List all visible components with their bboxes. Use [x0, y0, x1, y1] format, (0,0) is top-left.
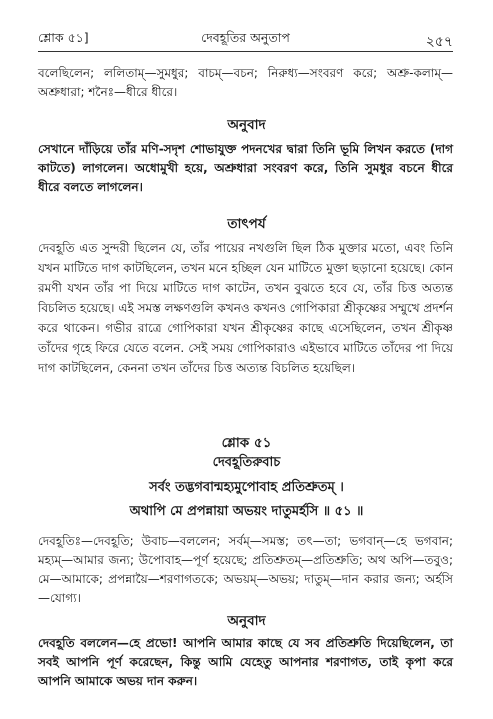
verse-reference: শ্লোক ৫১] — [38, 30, 89, 45]
translation-heading-2: অনুবাদ — [227, 613, 266, 629]
header-rule — [38, 51, 453, 52]
purport-text: দেবহূতি এত সুন্দরী ছিলেন যে, তাঁর পায়ের নখগুলি ছিল ঠিক মুক্তার মতো, এবং তিনি যখন মাটিতে দাগ কাটছিলেন, তখন মনে হচ্ছিল যেন মাটিতে মুক্তা ছড়ানো হয়েছে। কোন রমণী যখন তাঁর পা দিয়ে মাটিতে দাগ কাটেন, তখন বুঝতে হবে যে, তাঁর চিত্ত অত্যন্ত বিচলিত হয়েছে। এই সমস্ত লক্ষণগুলি কখনও কখনও গোপিকারা শ্রীকৃষ্ণের সম্মুখে প্রদর্শন করে থাকেন। গভীর রাত্রে গোপিকারা যখন শ্রীকৃষ্ণের কাছে এসেছিলেন, তখন শ্রীকৃষ্ণ তাঁদের গৃহে ফিরে যেতে বলেন. সেই সময় গোপিকারাও এইভাবে মাটিতে তাঁদের পা দিয়ে দাগ কাটছিলেন, কেননা তখন তাঁদের চিত্ত অত্যন্ত বিচলিত হয়েছিল। — [38, 241, 453, 375]
translation-text-2: দেবহূতি বললেন—হে প্রভো! আপনি আমার কাছে যে সব প্রতিশ্রুতি দিয়েছিলেন, তা সবই আপনি পূর্ণ করেছেন, কিন্তু আমি যেহেতু আপনার শরণাগত, তাই কৃপা করে আপনি আমাকে অভয় দান করুন। — [38, 636, 453, 688]
page-number: ২৫৭ — [425, 34, 453, 50]
word-gloss-top: বলেছিলেন; ললিতাম্—সুমধুর; বাচম্—বচন; নিরুধ্য—সংবরণ করে; অশ্রু-কলাম্—অশ্রুধারা; শনৈঃ—ধীরে ধীরে। — [38, 66, 453, 99]
verse-line-2: অথাপি মে প্রপন্নায়া অভয়ং দাতুমর্হসি ॥ ৫১ ॥ — [129, 504, 364, 519]
purport-heading: তাৎপর্য — [227, 216, 266, 232]
translation-heading: অনুবাদ — [227, 117, 266, 133]
translation-text: সেখানে দাঁড়িয়ে তাঁর মণি-সদৃশ শোভাযুক্ত পদনখের দ্বারা তিনি ভূমি লিখন করতে (দাগ কাটতে) লাগলেন। অধোমুখী হয়ে, অশ্রুধারা সংবরণ করে, তিনি সুমধুর বচনে ধীরে ধীরে বলতে লাগলেন। — [38, 142, 453, 194]
chapter-title: দেবহূতির অনুতাপ — [201, 30, 290, 45]
word-gloss-verse: দেবহূতিঃ—দেবহূতি; উবাচ—বললেন; সর্বম্—সমস্ত; তৎ—তা; ভগবান্—হে ভগবান; মহ্যম্—আমার জন্য; উপোবাহ—পূর্ণ হয়েছে; প্রতিশ্রুতম্—প্রতিশ্রুতি; অথ অপি—তবুও; মে—আমাকে; প্রপন্নায়ৈ—শরণাগতকে; অভয়ম্—অভয়; দাতুম্—দান করার জন্য; অর্হসি—যোগ্য। — [38, 534, 453, 605]
verse-line-1: সর্বং তদ্ভগবান্মহ্যমুপোবাহ প্রতিশ্রুতম্ । — [149, 480, 344, 495]
verse-number-heading: শ্লোক ৫১ — [221, 435, 272, 451]
page-header — [38, 30, 453, 50]
speaker-line: দেবহূতিরুবাচ — [212, 455, 281, 470]
